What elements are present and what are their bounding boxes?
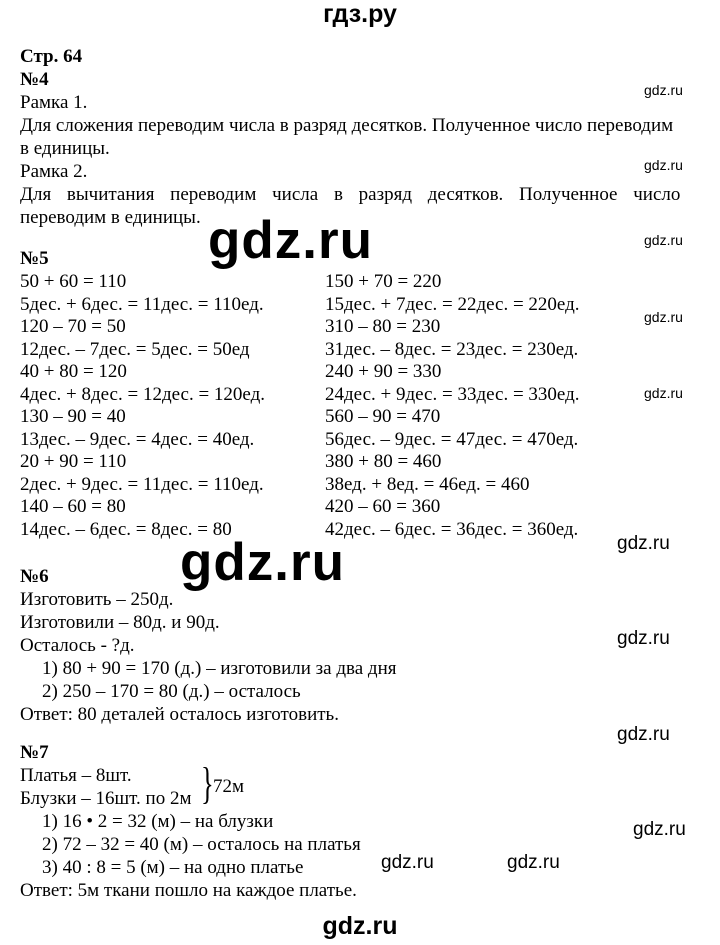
task7-title: №7 [20, 742, 49, 763]
task4-frame1-label: Рамка 1. [20, 92, 88, 113]
task4-frame2-label: Рамка 2. [20, 161, 88, 182]
task5-right-row: 150 + 70 = 220 [325, 271, 442, 292]
page-ref: Стр. 64 [20, 46, 83, 67]
task6-step2: 2) 250 – 170 = 80 (д.) – осталось [42, 681, 301, 702]
watermark-small: gdz.ru [644, 232, 683, 248]
task5-right-row: 31дес. – 8дес. = 23дес. = 230ед. [325, 338, 579, 360]
task5-right-row: 420 – 60 = 360 [325, 496, 441, 517]
task5-right-row: 560 – 90 = 470 [325, 406, 441, 427]
watermark-small: gdz.ru [617, 628, 670, 649]
watermark-small: gdz.ru [644, 82, 683, 98]
site-header: гдз.ру [323, 0, 397, 28]
task5-left-row: 12дес. – 7дес. = 5дес. = 50ед [20, 338, 250, 360]
watermark-large: gdz.ru [208, 211, 373, 270]
task6-line2: Изготовили – 80д. и 90д. [20, 612, 220, 633]
task7-total: 72м [213, 776, 245, 797]
watermark-small: gdz.ru [633, 819, 686, 840]
task4-frame2-line2: переводим в единицы. [20, 207, 201, 228]
task7-step2: 2) 72 – 32 = 40 (м) – осталось на платья [42, 834, 361, 855]
task7-line2: Блузки – 16шт. по 2м [20, 788, 192, 809]
watermark-small: gdz.ru [381, 852, 434, 873]
task5-left-row: 130 – 90 = 40 [20, 406, 126, 427]
task4-frame1-line2: в единицы. [20, 138, 110, 159]
task7-brace: } [201, 759, 214, 808]
task5-left-row: 50 + 60 = 110 [20, 271, 127, 292]
task6-answer: Ответ: 80 деталей осталось изготовить. [20, 704, 339, 725]
watermark-large: gdz.ru [180, 533, 345, 592]
task4-frame2-line1-text: Для вычитания переводим числа в разряд десятков. Полученное число [20, 184, 681, 205]
task5-right-row: 38ед. + 8ед. = 46ед. = 460 [325, 473, 530, 495]
task7-step1: 1) 16 • 2 = 32 (м) – на блузки [42, 811, 274, 832]
task7-line1: Платья – 8шт. [20, 765, 132, 786]
watermark-small: gdz.ru [617, 724, 670, 745]
task5-left-row: 13дес. – 9дес. = 4дес. = 40ед. [20, 428, 255, 450]
task7-step3: 3) 40 : 8 = 5 (м) – на одно платье [42, 857, 304, 878]
task4-frame1-line1: Для сложения переводим числа в разряд десятков. Полученное число переводим [20, 115, 674, 136]
task7-answer: Ответ: 5м ткани пошло на каждое платье. [20, 880, 357, 901]
footer-watermark: gdz.ru [322, 912, 398, 940]
watermark-small: gdz.ru [644, 157, 683, 173]
task5-title: №5 [20, 248, 49, 269]
task5-right-row: 310 – 80 = 230 [325, 316, 441, 337]
task5-right-row: 240 + 90 = 330 [325, 361, 442, 382]
task5-left-row: 20 + 90 = 110 [20, 451, 127, 472]
task5-left-row: 14дес. – 6дес. = 8дес. = 80 [20, 518, 232, 540]
task5-left-row: 40 + 80 = 120 [20, 361, 127, 382]
task6-line1: Изготовить – 250д. [20, 589, 174, 610]
task5-right-row: 56дес. – 9дес. = 47дес. = 470ед. [325, 428, 579, 450]
watermark-small: gdz.ru [507, 852, 560, 873]
task4-frame2-line1 [20, 184, 706, 206]
task5-left-row: 140 – 60 = 80 [20, 496, 126, 517]
task5-right-row: 24дес. + 9дес. = 33дес. = 330ед. [325, 383, 580, 405]
task5-left-row: 2дес. + 9дес. = 11дес. = 110ед. [20, 473, 264, 495]
task4-title: №4 [20, 69, 49, 90]
task5-right-row: 15дес. + 7дес. = 22дес. = 220ед. [325, 293, 580, 315]
watermark-small: gdz.ru [644, 385, 683, 401]
task6-line3: Осталось - ?д. [20, 635, 135, 656]
task5-left-row: 4дес. + 8дес. = 12дес. = 120ед. [20, 383, 266, 405]
watermark-small: gdz.ru [617, 533, 670, 554]
task6-title: №6 [20, 566, 49, 587]
task5-left-row: 120 – 70 = 50 [20, 316, 126, 337]
task6-step1: 1) 80 + 90 = 170 (д.) – изготовили за два дня [42, 658, 397, 679]
watermark-small: gdz.ru [644, 309, 683, 325]
task5-right-row: 380 + 80 = 460 [325, 451, 442, 472]
task5-left-row: 5дес. + 6дес. = 11дес. = 110ед. [20, 293, 264, 315]
task5-right-row: 42дес. – 6дес. = 36дес. = 360ед. [325, 518, 579, 540]
